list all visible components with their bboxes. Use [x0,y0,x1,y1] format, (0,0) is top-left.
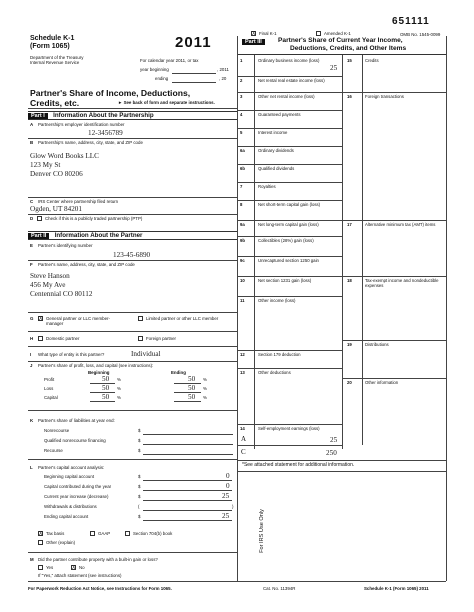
dollar-sign: $ [138,438,141,443]
dollar-sign: $ [138,448,141,453]
pct-sign: % [203,377,207,382]
capital-row-label: Ending capital account [44,514,89,519]
part3-line-num: 12 [240,352,245,357]
se-code-a: A [241,435,247,443]
irs-center-value[interactable]: Ogden, UT 84201 [30,205,82,213]
builtin-gain-label: Did the partner contribute property with a built-in gain or loss? [38,557,158,562]
partnership-ein-value[interactable]: 12-3456789 [88,129,123,137]
part3-line-num: 8 [240,202,243,207]
part3-right-label: Credits [365,58,379,63]
line-c-letter: C [30,199,34,204]
dollar-sign: $ [138,474,141,479]
partnership-name[interactable]: Glow Word Books LLC [30,152,99,160]
ending-label: ending [155,76,169,81]
capital-row-label: Current year increase (decrease) [44,494,109,499]
tax-year: 2011 [175,34,212,51]
part3-right-label: Alternative minimum tax (AMT) items [365,222,436,227]
liability-row-label: Nonrecourse [44,428,70,433]
partnership-city[interactable]: Denver CO 80206 [30,170,83,178]
part3-line-label: Self-employment earnings (loss) [258,426,320,431]
line-e-letter: E [30,243,33,248]
partner-id-label: Partner's identifying number [38,243,93,248]
line-i-letter: I [30,352,32,357]
part3-right-rule [342,220,446,221]
footer-paperwork: For Paperwork Reduction Act Notice, see Instructions for Form 1065. [28,586,172,591]
capital-row-rule [143,480,232,481]
share-row-rule [174,401,201,402]
part3-line-num: 14 [240,426,245,431]
share-begin-value[interactable]: 50 [102,375,110,383]
part1-title: Information About the Partnership [53,112,154,119]
builtin-gain-note: If "Yes," attach statement (see instructions) [38,573,122,578]
pct-sign: % [117,395,121,400]
share-row-label: Capital [44,395,58,400]
builtin-gain-yes-label: Yes [46,565,54,570]
omb-number: OMB No. 1545-0099 [400,32,441,37]
form-title-line1: Partner's Share of Income, Deductions, [30,88,191,98]
liability-row-rule [143,444,233,445]
part3-line-label: Other income (loss) [258,298,296,303]
capital-account-label: Partner's capital account analysis: [38,465,105,470]
builtin-gain-no-label: No [79,565,85,570]
share-row-rule [90,401,115,402]
see-back-note: ► See back of form and separate instructions. [118,100,215,105]
share-begin-value[interactable]: 50 [102,393,110,401]
footer-cat-no: Cat. No. 11394R [263,586,296,591]
line-a-letter: A [30,122,34,127]
part3-line-label: Other deductions [258,370,291,375]
capital-row-value[interactable]: 25 [222,492,230,500]
partner-street[interactable]: 456 My Ave [30,281,66,289]
part3-line-label: Qualified dividends [258,166,295,171]
dollar-sign: $ [138,514,141,519]
partner-id-value[interactable]: 123-45-6890 [113,251,151,259]
part3-line-num: 3 [240,94,243,99]
part3-line-label: Net long-term capital gain (loss) [258,222,319,227]
part3-line-value[interactable]: 25 [330,64,338,72]
part3-right-num: 15 [347,58,352,63]
part3-right-rule [342,276,446,277]
line-b-letter: B [30,140,34,145]
part3-line-label: Collectibles (28%) gain (loss) [258,238,314,243]
part3-line-label: Net rental real estate income (loss) [258,78,325,83]
gaap-label: GAAP [98,531,111,536]
part3-badge: Part III [242,39,265,45]
se-amount-a[interactable]: 25 [330,436,338,444]
year-beginning-suffix: , 2011 [217,67,229,72]
final-k1-label: Final K-1 [259,31,277,36]
part3-right-label: Distributions [365,342,389,347]
dollar-sign: $ [138,484,141,489]
year-beginning-label: year beginning [140,67,169,72]
paren-close: ) [232,504,234,509]
part3-right-num: 18 [347,278,352,283]
share-row-label: Loss [44,386,54,391]
irs-center-label: IRS Center where partnership filed return [38,199,119,204]
entity-type-label: What type of entity is this partner? [38,352,105,357]
pct-sign: % [117,386,121,391]
capital-row-rule [143,510,232,511]
line-f-letter: F [30,262,33,267]
foreign-partner-checkbox[interactable] [138,336,143,341]
pct-sign: % [203,386,207,391]
part3-right-label: Other information [365,380,399,385]
partnership-street[interactable]: 123 My St [30,161,61,169]
capital-row-value[interactable]: 0 [226,472,230,480]
share-begin-value[interactable]: 50 [102,384,110,392]
share-pct-label: Partner's share of profit, loss, and capital (see instructions): [38,363,154,368]
part3-right-label: Foreign transactions [365,94,404,99]
se-amount-c[interactable]: 250 [326,449,337,457]
footer-form-id: Schedule K-1 (Form 1065) 2011 [364,586,429,591]
capital-row-label: Capital contributed during the year [44,484,112,489]
domestic-partner-label: Domestic partner [46,336,80,341]
capital-row-value[interactable]: 25 [222,512,230,520]
partnership-ein-label: Partnership's employer identification number [38,122,125,127]
part3-line-num: 10 [240,278,245,283]
part3-line-label: Ordinary dividends [258,148,294,153]
share-beginning-header: Beginning [88,370,110,375]
part3-line-label: Section 179 deduction [258,352,301,357]
part3-line-num: 13 [240,370,245,375]
share-end-value[interactable]: 50 [188,375,196,383]
calendar-year-label: For calendar year 2011, or tax [140,58,199,63]
foreign-partner-label: Foreign partner [146,336,177,341]
general-partner-label: General partner or LLC member-manager [46,316,110,326]
part3-right-num: 16 [347,94,352,99]
share-end-value[interactable]: 50 [188,384,196,392]
other-explain-checkbox[interactable] [38,540,43,545]
part3-title-line2: Deductions, Credits, and Other Items [290,45,407,52]
irs-use-only: For IRS Use Only [259,509,265,553]
amended-k1-checkbox[interactable] [316,31,321,36]
schedule-title: Schedule K-1 [30,35,75,42]
tax-basis-label: Tax basis [46,531,65,536]
share-ending-header: Ending [171,370,186,375]
ending-suffix: , 20 [219,76,227,81]
other-explain-label: Other (explain) [46,540,76,545]
capital-row-rule [143,520,232,521]
builtin-gain-yes-checkbox[interactable] [38,565,43,570]
line-k-letter: K [30,418,34,423]
part3-right-rule [342,340,446,341]
part3-line-num: 6a [240,148,245,153]
dollar-sign: $ [138,494,141,499]
tax-basis-checkbox[interactable]: X [39,531,43,537]
capital-row-label: Withdrawals & distributions [44,504,97,509]
part3-line-label: Guaranteed payments [258,112,301,117]
sec704b-checkbox[interactable] [125,531,130,536]
line-h-letter: H [30,336,34,341]
entity-type-value[interactable]: Individual [131,350,161,358]
dept-treasury: Department of the Treasury [30,55,84,60]
sec704b-label: Section 704(b) book [133,531,173,536]
part3-line-label: Interest income [258,130,288,135]
liabilities-label: Partner's share of liabilities at year end: [38,418,115,423]
amended-k1-label: Amended K-1 [324,31,351,36]
part3-line-num: 9c [240,258,245,263]
capital-row-rule [143,490,232,491]
part3-line-label: Net short-term capital gain (loss) [258,202,321,207]
part3-line-label: Unrecaptured section 1250 gain [258,258,319,263]
part3-right-rule [342,378,446,379]
part3-right-num: 20 [347,380,352,385]
form-number: (Form 1065) [30,43,70,50]
part3-line-num: 9b [240,238,246,243]
partnership-address-label: Partnership's name, address, city, state, and ZIP code [38,140,143,145]
ptp-label: Check if this is a publicly traded partnership (PTP) [45,216,143,221]
limited-partner-label: Limited partner or other LLC member [146,316,219,321]
line-d-letter: D [30,216,34,221]
part1-badge: Part I [28,113,48,119]
liability-row-rule [143,434,233,435]
part3-line-label: Royalties [258,184,276,189]
part3-right-rule [342,92,446,93]
partner-city[interactable]: Centennial CO 80112 [30,290,93,298]
final-k1-checkbox[interactable]: X [252,31,256,37]
line-g-letter: G [30,316,34,321]
part3-right-label: Tax-exempt income and nondeductible expenses [365,278,439,288]
liability-row-label: Qualified nonrecourse financing [44,438,106,443]
part3-line-num: 9a [240,222,245,227]
capital-row-rule [143,500,232,501]
pct-sign: % [203,395,207,400]
builtin-gain-no-checkbox[interactable]: X [72,565,76,571]
part2-badge: Part II [28,233,49,239]
part3-line-label: Net section 1231 gain (loss) [258,278,312,283]
partner-address-label: Partner's name, address, city, state, and ZIP code [38,262,135,267]
part3-line-num: 7 [240,184,243,189]
part3-line-num: 2 [240,78,243,83]
gaap-checkbox[interactable] [90,531,95,536]
part3-line-num: 4 [240,112,243,117]
form-title-line2: Credits, etc. [30,98,80,108]
pct-sign: % [117,377,121,382]
liability-row-rule [143,454,233,455]
liability-row-label: Recourse [44,448,63,453]
part3-right-num: 19 [347,342,352,347]
share-row-label: Profit [44,377,55,382]
line-l-letter: L [30,465,33,470]
part3-line-num: 1 [240,58,243,63]
domestic-partner-checkbox[interactable] [38,336,43,341]
dollar-sign: $ [138,428,141,433]
general-partner-checkbox[interactable]: X [39,316,43,322]
partner-name[interactable]: Steve Hanson [30,272,70,280]
irs-name: Internal Revenue Service [30,60,80,65]
capital-row-label: Beginning capital account [44,474,95,479]
attached-statement-note: *See attached statement for additional information. [242,462,355,468]
form-code: 651111 [392,16,430,27]
part3-line-label: Ordinary business income (loss) [258,58,320,63]
part3-line-num: 11 [240,298,245,303]
line-j-letter: J [30,363,33,368]
line-m-letter: M [30,557,34,562]
part3-line-num: 5 [240,130,243,135]
part3-line-num: 6b [240,166,246,171]
share-end-value[interactable]: 50 [188,393,196,401]
part3-right-num: 17 [347,222,352,227]
ptp-checkbox[interactable] [37,216,42,221]
part3-title-line1: Partner's Share of Current Year Income, [278,37,403,44]
limited-partner-checkbox[interactable] [138,316,143,321]
capital-row-value[interactable]: 0 [226,482,230,490]
part3-line-label: Other net rental income (loss) [258,94,315,99]
part2-title: Information About the Partner [54,232,143,239]
se-code-c: C [241,448,246,456]
dollar-sign: ( [138,504,140,509]
